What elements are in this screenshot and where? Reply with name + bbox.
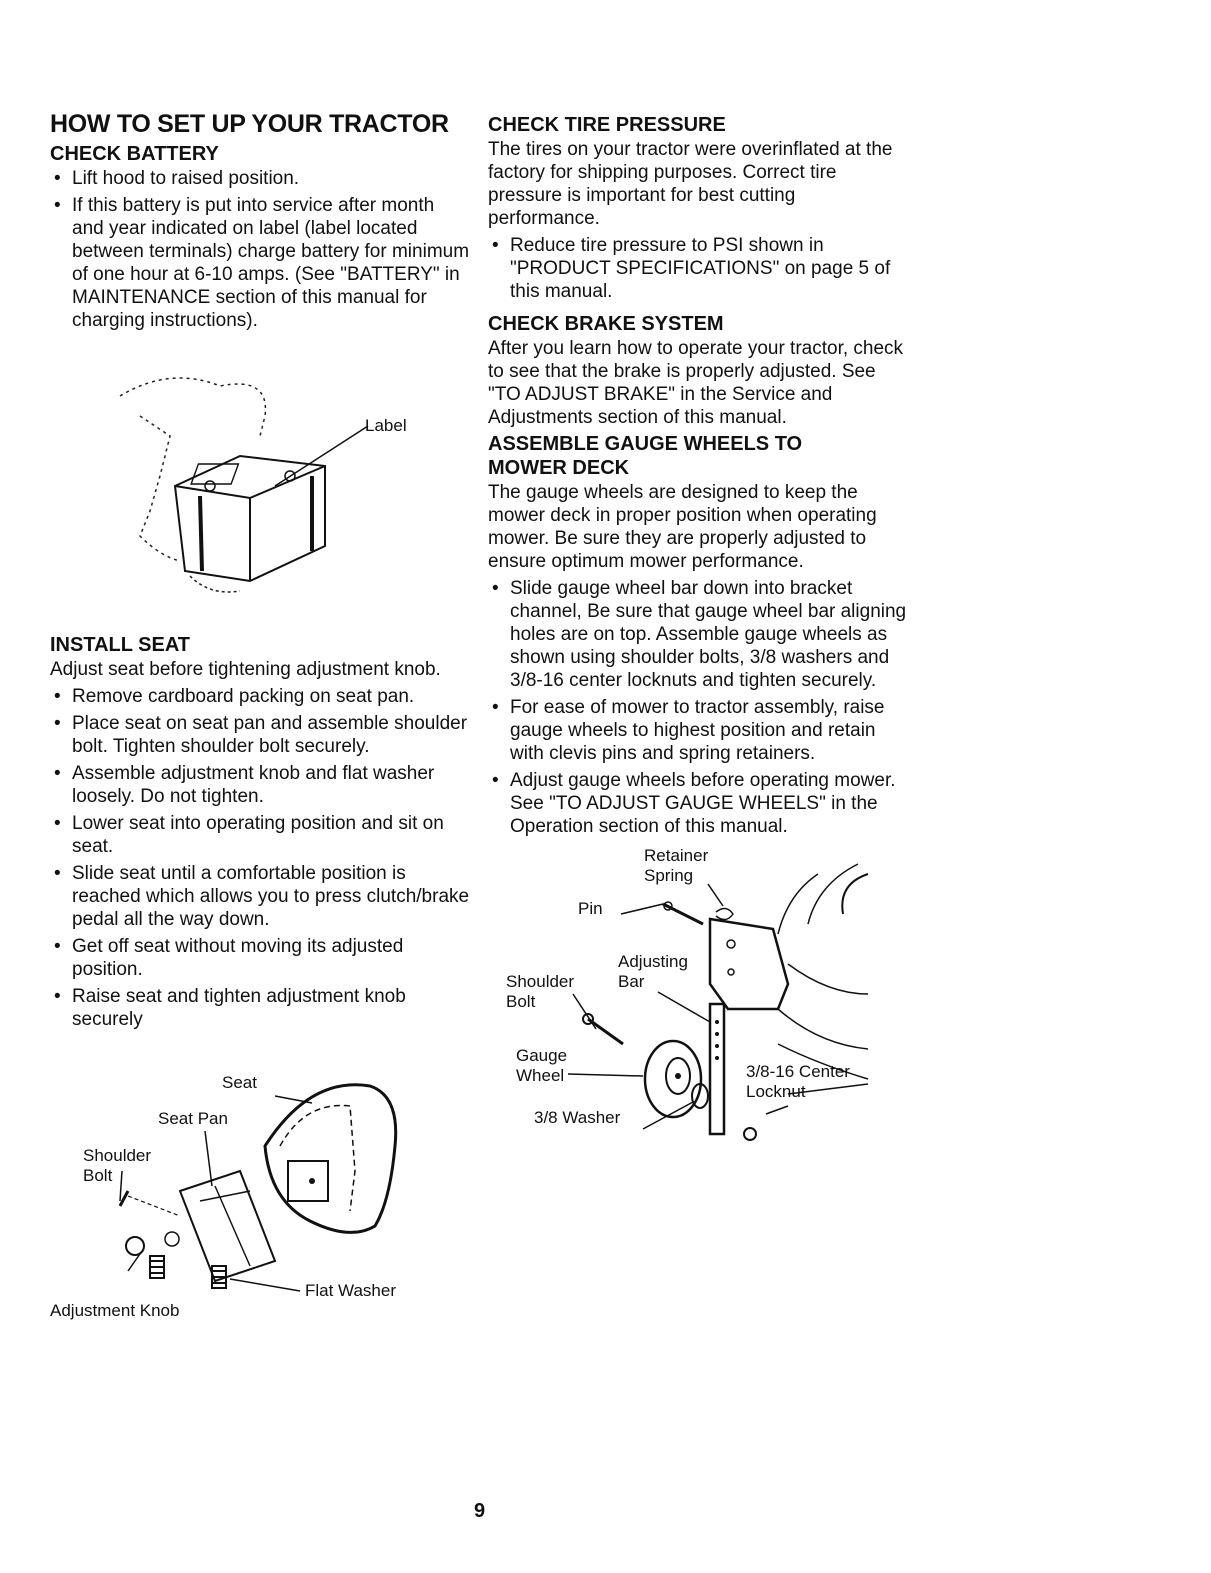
list-item: • Raise seat and tighten adjustment knob securely: [50, 985, 470, 1031]
seat-pan-callout: Seat Pan: [158, 1109, 228, 1128]
brake-text: After you learn how to operate your tractor, check to see that the brake is properly adjusted. See "TO ADJUST BRAKE" in the Service and Adjustments section of this manual.: [488, 338, 904, 428]
center-locknut-callout-line2: Locknut: [746, 1082, 806, 1101]
page-number: 9: [474, 1500, 486, 1522]
seat-figure: [50, 1051, 470, 1321]
seat-list: [50, 685, 470, 1031]
wheel-callout: Wheel: [516, 1066, 565, 1085]
tire-intro: The tires on your tractor were overinflated at the factory for shipping purposes. Correct tire pressure is important for best cutting performance.: [488, 139, 893, 229]
retainer-callout: Retainer: [644, 846, 709, 865]
list-item: • If this battery is put into service after month and year indicated on label (label located between terminals) charge battery for minimum of one hour at 6-10 amps. (See "BATTERY" in MAINTENANCE section of this manual for charging instructions).: [50, 194, 470, 332]
washer-callout: 3/8 Washer: [534, 1108, 621, 1127]
label-callout: Label: [365, 416, 407, 435]
gauge-list: [488, 577, 908, 838]
tire-heading: CHECK TIRE PRESSURE: [488, 114, 726, 136]
left-column: [50, 110, 470, 1321]
gauge-callout: Gauge: [516, 1046, 568, 1065]
tire-list: [488, 234, 908, 303]
list-item: • Slide seat until a comfortable position is reached which allows you to press clutch/brake pedal all the way down.: [50, 862, 470, 931]
gauge-heading-line1: ASSEMBLE GAUGE WHEELS TO: [488, 433, 803, 455]
shoulder-bolt-callout-line2: Bolt: [83, 1166, 113, 1185]
gauge-wheel-illustration: [488, 844, 908, 1144]
battery-illustration: [50, 336, 470, 626]
flat-washer-callout: Flat Washer: [305, 1281, 397, 1300]
list-item: • For ease of mower to tractor assembly, raise gauge wheels to highest position and retain with clevis pins and spring retainers.: [488, 696, 908, 765]
gauge-intro: The gauge wheels are designed to keep the mower deck in proper position when operating mower. Be sure they are properly adjusted to ensure optimum mower performance.: [488, 482, 877, 572]
brake-heading: CHECK BRAKE SYSTEM: [488, 313, 724, 335]
adjusting-callout: Adjusting: [618, 952, 688, 971]
bar-callout: Bar: [618, 972, 645, 991]
shoulder-bolt-callout-line1: Shoulder: [83, 1146, 152, 1165]
list-item: • Get off seat without moving its adjusted position.: [50, 935, 470, 981]
shoulder-callout: Shoulder: [506, 972, 575, 991]
list-item: • Remove cardboard packing on seat pan.: [50, 685, 470, 708]
seat-heading: INSTALL SEAT: [50, 634, 190, 656]
seat-intro: Adjust seat before tightening adjustment knob.: [50, 659, 441, 680]
battery-list: [50, 167, 470, 332]
seat-illustration: [50, 1051, 470, 1321]
spring-callout: Spring: [644, 866, 694, 885]
battery-heading: CHECK BATTERY: [50, 143, 219, 165]
gauge-heading-line2: MOWER DECK: [488, 457, 630, 479]
list-item: • Slide gauge wheel bar down into bracket channel, Be sure that gauge wheel bar aligning holes are on top. Assemble gauge wheels as shown using shoulder bolts, 3/8 washers and 3/8-16 center locknuts and tighten securely.: [488, 577, 908, 692]
page-title: HOW TO SET UP YOUR TRACTOR: [50, 110, 449, 138]
list-item: • Adjust gauge wheels before operating mower. See "TO ADJUST GAUGE WHEELS" in the Operation section of this manual.: [488, 769, 908, 838]
list-item: • Lower seat into operating position and sit on seat.: [50, 812, 470, 858]
adjustment-knob-callout: Adjustment Knob: [50, 1301, 180, 1320]
right-column: [488, 110, 908, 1144]
list-item: • Place seat on seat pan and assemble shoulder bolt. Tighten shoulder bolt securely.: [50, 712, 470, 758]
pin-callout: Pin: [578, 899, 603, 918]
gauge-wheel-figure: [488, 844, 908, 1144]
list-item: • Assemble adjustment knob and flat washer loosely. Do not tighten.: [50, 762, 470, 808]
battery-figure: [50, 336, 470, 626]
center-locknut-callout-line1: 3/8-16 Center: [746, 1062, 850, 1081]
list-item: • Reduce tire pressure to PSI shown in "PRODUCT SPECIFICATIONS" on page 5 of this manual.: [488, 234, 908, 303]
list-item: • Lift hood to raised position.: [50, 167, 470, 190]
bolt-callout: Bolt: [506, 992, 536, 1011]
seat-callout: Seat: [222, 1073, 257, 1092]
